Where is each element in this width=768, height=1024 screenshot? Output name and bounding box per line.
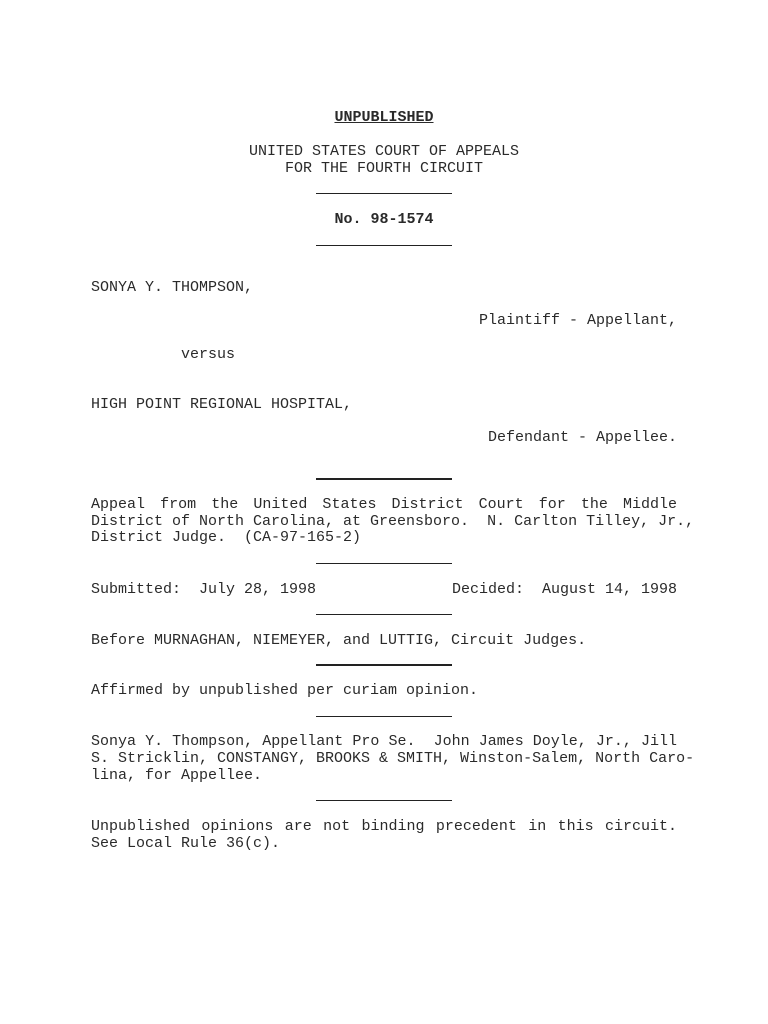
- appeal-line: District of North Carolina, at Greensboro. N. Carlton Tilley, Jr.,: [91, 513, 695, 530]
- counsel-line: lina, for Appellee.: [91, 767, 263, 784]
- submitted-date: Submitted: July 28, 1998: [91, 581, 317, 598]
- disposition: Affirmed by unpublished per curiam opinion.: [91, 682, 479, 699]
- divider: [316, 193, 452, 194]
- unpublished-heading: UNPUBLISHED: [334, 109, 434, 126]
- divider: [316, 716, 452, 717]
- panel: Before MURNAGHAN, NIEMEYER, and LUTTIG, Circuit Judges.: [91, 632, 587, 649]
- decided-date: Decided: August 14, 1998: [451, 581, 677, 598]
- defendant-name: HIGH POINT REGIONAL HOSPITAL,: [91, 396, 353, 413]
- court-name: UNITED STATES COURT OF APPEALS: [248, 143, 520, 160]
- counsel-line: Sonya Y. Thompson, Appellant Pro Se. John James Doyle, Jr., Jill: [91, 733, 677, 750]
- plaintiff-role: Plaintiff - Appellant,: [478, 312, 677, 329]
- appeal-line: District Judge. (CA-97-165-2): [91, 529, 362, 546]
- versus: versus: [181, 346, 236, 363]
- case-number: No. 98-1574: [334, 211, 434, 228]
- defendant-role: Defendant - Appellee.: [487, 429, 677, 446]
- divider: [316, 800, 452, 801]
- counsel-line: S. Stricklin, CONSTANGY, BROOKS & SMITH, Winston-Salem, North Caro-: [91, 750, 695, 767]
- divider: [316, 563, 452, 564]
- divider: [316, 245, 452, 246]
- divider: [316, 664, 452, 666]
- circuit-name: FOR THE FOURTH CIRCUIT: [284, 160, 484, 177]
- divider: [316, 614, 452, 615]
- appeal-line: Appeal from the United States District Court for the Middle: [91, 496, 677, 513]
- divider: [316, 478, 452, 480]
- notice-line: Unpublished opinions are not binding precedent in this circuit.: [91, 818, 677, 835]
- plaintiff-name: SONYA Y. THOMPSON,: [91, 279, 254, 296]
- notice-line: See Local Rule 36(c).: [91, 835, 281, 852]
